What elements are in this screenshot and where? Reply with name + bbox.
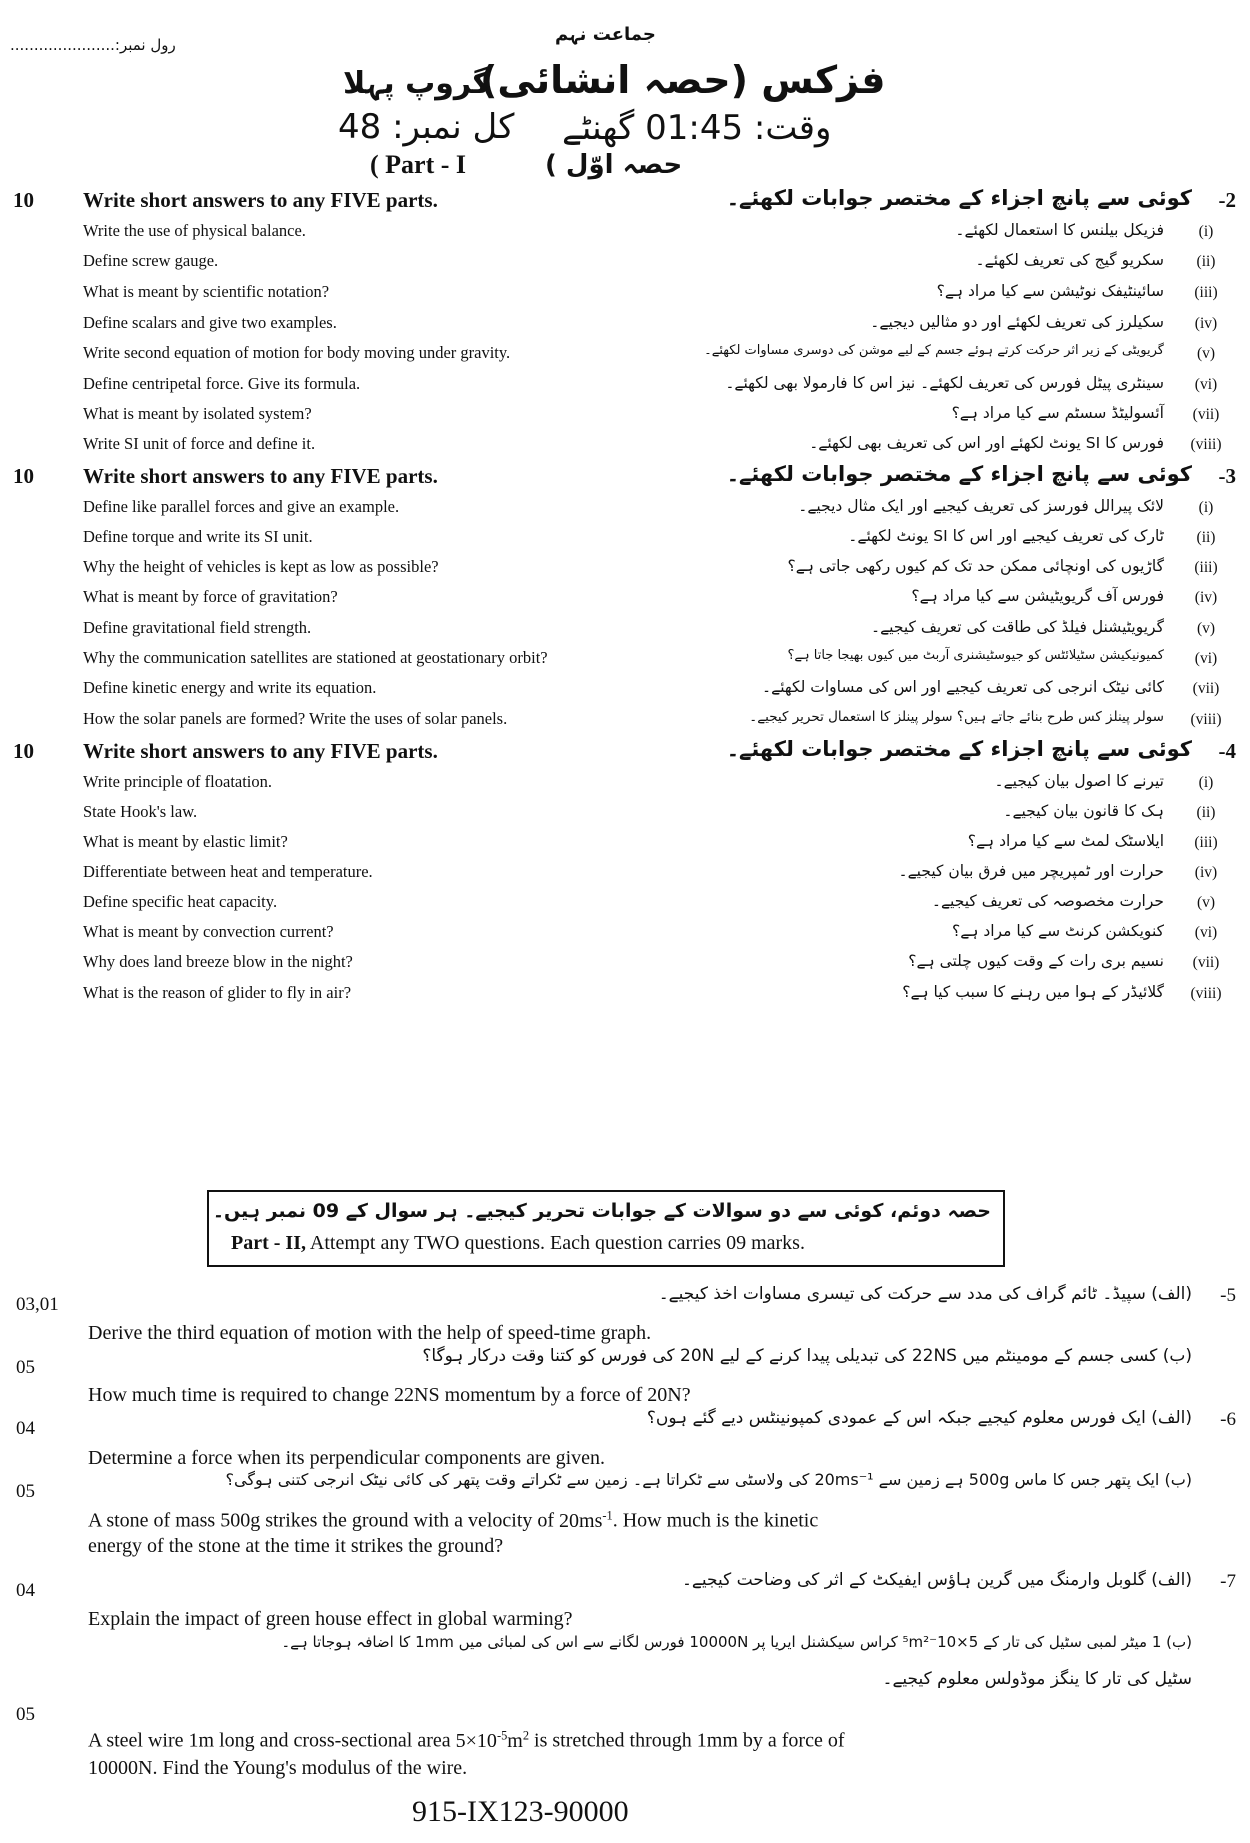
question-ur: (ب) ایک پتھر جس کا ماس 500g ہے زمین سے 20ms⁻¹ کی ولاسٹی سے ٹکراتا ہے۔ زمین سے ٹکراتے وقت پتھر کی کائی نیٹک انرجی کتنی ہوگی؟	[225, 1470, 1192, 1489]
question-en: Define specific heat capacity.	[83, 892, 278, 911]
area-unit-exponent: 2	[522, 1728, 530, 1742]
question-number: (iv)	[1194, 589, 1218, 606]
question-en: Derive the third equation of motion with the help of speed-time graph.	[88, 1322, 652, 1344]
question-text: . How much is the kinetic	[612, 1509, 819, 1532]
question-ur: فزیکل بیلنس کا استعمال لکھئے۔	[955, 221, 1164, 239]
question-number: (vi)	[1194, 650, 1218, 667]
question-ur: کنویکشن کرنٹ سے کیا مراد ہے؟	[952, 922, 1164, 940]
part-one-ur: حصہ اوّل )	[545, 150, 683, 180]
question-number: (v)	[1196, 345, 1216, 362]
part-two-label: Part - II,	[231, 1232, 306, 1254]
question-en: Define scalars and give two examples.	[83, 313, 337, 332]
part-two-heading-ur: حصہ دوئم، کوئی سے دو سوالات کے جوابات تحریر کیجیے۔ ہر سوال کے 09 نمبر ہیں۔	[212, 1200, 991, 1222]
question-marks: 03,01	[16, 1294, 59, 1315]
question-number: (vi)	[1194, 376, 1218, 393]
group-label: گروپ پہلا	[343, 66, 490, 101]
question-marks: 04	[16, 1418, 35, 1439]
velocity-value	[559, 1510, 613, 1532]
section-heading-ur: کوئی سے پانچ اجزاء کے مختصر جوابات لکھئے۔	[726, 462, 1192, 486]
question-en: Write principle of floatation.	[83, 772, 273, 791]
question-number: (iv)	[1194, 864, 1218, 881]
question-ur: ٹارک کی تعریف کیجیے اور اس کا SI یونٹ لکھئے۔	[848, 527, 1164, 545]
question-ur: لائک پیرالل فورسز کی تعریف کیجیے اور ایک مثال دیجیے۔	[798, 497, 1164, 515]
question-number: (vii)	[1192, 954, 1220, 971]
question-number: (i)	[1198, 223, 1214, 240]
section-heading-ur: کوئی سے پانچ اجزاء کے مختصر جوابات لکھئے۔	[726, 186, 1192, 210]
question-number: (i)	[1198, 499, 1214, 516]
section-heading-en: Write short answers to any FIVE parts.	[83, 464, 438, 488]
area-number: 5×10	[455, 1729, 497, 1752]
area-unit: m	[507, 1729, 523, 1752]
question-number: (iii)	[1194, 559, 1218, 576]
question-ur: آئسولیٹڈ سسٹم سے کیا مراد ہے؟	[951, 404, 1164, 422]
question-marks: 05	[16, 1481, 35, 1502]
question-ur: (الف) گلوبل وارمنگ میں گرین ہاؤس ایفیکٹ کے اثر کی وضاحت کیجیے۔	[681, 1570, 1192, 1590]
question-ur: گریویٹیشنل فیلڈ کی طاقت کی تعریف کیجیے۔	[871, 618, 1164, 636]
question-marks: 04	[16, 1580, 35, 1601]
question-en: Explain the impact of green house effect in global warming?	[88, 1608, 573, 1630]
question-en: Define centripetal force. Give its formula.	[83, 374, 361, 393]
question-marks: 05	[16, 1704, 35, 1725]
question-ur: حرارت اور ٹمپریچر میں فرق بیان کیجیے۔	[898, 862, 1164, 880]
question-text: A steel wire 1m long and cross-sectional area	[88, 1729, 451, 1752]
question-en: What is meant by elastic limit?	[83, 832, 288, 851]
question-en: Write second equation of motion for body moving under gravity.	[83, 343, 511, 362]
question-en: 10000N. Find the Young's modulus of the wire.	[88, 1757, 468, 1779]
question-en: Determine a force when its perpendicular components are given.	[88, 1447, 606, 1469]
section-marks: 10	[13, 464, 34, 488]
question-number: (vii)	[1192, 406, 1220, 423]
part-two-instruction: Attempt any TWO questions. Each question carries 09 marks.	[309, 1232, 805, 1254]
question-en: What is the reason of glider to fly in air?	[83, 983, 352, 1002]
question-ur: سکیلرز کی تعریف لکھئے اور دو مثالیں دیجیے۔	[870, 313, 1164, 331]
area-value	[456, 1730, 529, 1752]
question-ur: حرارت مخصوصہ کی تعریف کیجیے۔	[931, 892, 1164, 910]
question-number: (iii)	[1194, 834, 1218, 851]
question-en: What is meant by isolated system?	[83, 404, 312, 423]
question-en: Write the use of physical balance.	[83, 221, 306, 240]
question-en: Define like parallel forces and give an example.	[83, 497, 400, 516]
question-ur: (الف) سپیڈ۔ ٹائم گراف کی مدد سے حرکت کی تیسری مساوات اخذ کیجیے۔	[658, 1284, 1192, 1304]
question-number: (viii)	[1190, 436, 1222, 453]
question-ur: سینٹری پیٹل فورس کی تعریف لکھئے۔ نیز اس کا فارمولا بھی لکھئے۔	[725, 374, 1164, 392]
question-ur: نسیم بری رات کے وقت کیوں چلتی ہے؟	[908, 952, 1164, 970]
velocity-number: 20ms	[559, 1509, 603, 1532]
question-ur: سائینٹیفک نوٹیشن سے کیا مراد ہے؟	[936, 282, 1164, 300]
question-en: energy of the stone at the time it strikes the ground?	[88, 1535, 504, 1557]
question-en: Why the height of vehicles is kept as low as possible?	[83, 557, 439, 576]
question-en: What is meant by scientific notation?	[83, 282, 330, 301]
question-ur: گلائیڈر کے ہوا میں رہنے کا سبب کیا ہے؟	[902, 983, 1164, 1001]
question-number: (vii)	[1192, 680, 1220, 697]
question-number: -5	[1220, 1285, 1236, 1306]
question-ur: ایلاسٹک لمٹ سے کیا مراد ہے؟	[967, 832, 1164, 850]
question-en: What is meant by convection current?	[83, 922, 334, 941]
question-number: (viii)	[1190, 985, 1222, 1002]
question-ur: (ب) 1 میٹر لمبی سٹیل کی تار کے 5×10⁻⁵m² کراس سیکشنل ایریا پر 10000N فورس لگانے سے اس کی لمبائی میں 1mm کا اضافہ ہوجاتا ہے۔	[281, 1633, 1192, 1651]
area-exponent: -5	[496, 1728, 508, 1742]
question-en: How the solar panels are formed? Write the uses of solar panels.	[83, 709, 508, 728]
part-one-en: ( Part - I	[370, 150, 467, 179]
paper-code: 915-IX123-90000	[412, 1795, 629, 1828]
question-en: Define torque and write its SI unit.	[83, 527, 313, 546]
question-number: -7	[1220, 1571, 1236, 1592]
question-number: (vi)	[1194, 924, 1218, 941]
part-two-box	[207, 1190, 1005, 1267]
question-number: (i)	[1198, 774, 1214, 791]
question-number: -6	[1220, 1409, 1236, 1430]
section-heading-ur: کوئی سے پانچ اجزاء کے مختصر جوابات لکھئے۔	[726, 737, 1192, 761]
question-ur: (الف) ایک فورس معلوم کیجیے جبکہ اس کے عمودی کمپونینٹس دیے گئے ہوں؟	[646, 1408, 1192, 1428]
question-number: (v)	[1196, 894, 1216, 911]
time-label: وقت: 01:45 گھنٹے	[562, 108, 832, 148]
velocity-exponent: -1	[602, 1508, 613, 1522]
question-number: (ii)	[1196, 804, 1216, 821]
question-en: Define screw gauge.	[83, 251, 219, 270]
question-en: Define gravitational field strength.	[83, 618, 312, 637]
question-ur: سکریو گیج کی تعریف لکھئے۔	[975, 251, 1164, 269]
question-number: (ii)	[1196, 253, 1216, 270]
section-number: -2	[1218, 188, 1236, 212]
section-marks: 10	[13, 739, 34, 763]
question-text: A stone of mass 500g strikes the ground with a velocity of	[88, 1509, 555, 1532]
question-ur: گاڑیوں کی اونچائی ممکن حد تک کم کیوں رکھی جاتی ہے؟	[787, 557, 1164, 575]
question-en	[88, 1508, 818, 1533]
question-number: (ii)	[1196, 529, 1216, 546]
question-en: Why the communication satellites are stationed at geostationary orbit?	[83, 648, 548, 667]
question-en: What is meant by force of gravitation?	[83, 587, 338, 606]
class-label: جماعت نہم	[555, 24, 656, 45]
question-marks: 05	[16, 1357, 35, 1378]
question-en: How much time is required to change 22NS momentum by a force of 20N?	[88, 1384, 691, 1406]
question-ur: کمیونیکیشن سٹیلائٹس کو جیوسٹیشنری آربٹ میں کیوں بھیجا جاتا ہے؟	[787, 648, 1164, 663]
question-ur: فورس کا SI یونٹ لکھئے اور اس کی تعریف بھی لکھئے۔	[809, 434, 1164, 452]
total-marks-label: کل نمبر: 48	[338, 107, 515, 147]
question-number: (v)	[1196, 620, 1216, 637]
question-ur: سٹیل کی تار کا ینگز موڈولس معلوم کیجیے۔	[882, 1669, 1192, 1689]
part-two-heading-en	[231, 1232, 805, 1255]
question-ur: تیرنے کا اصول بیان کیجیے۔	[994, 772, 1164, 790]
roll-number-field: رول نمبر:......................	[10, 36, 176, 54]
question-en: Differentiate between heat and temperature.	[83, 862, 373, 881]
question-en: Why does land breeze blow in the night?	[83, 952, 353, 971]
section-marks: 10	[13, 188, 34, 212]
question-ur: کائی نیٹک انرجی کی تعریف کیجیے اور اس کی مساوات لکھئے۔	[762, 678, 1164, 696]
question-number: (iv)	[1194, 315, 1218, 332]
question-ur: گریویٹی کے زیر اثر حرکت کرتے ہوئے جسم کے لیے موشن کی دوسری مساوات لکھئے۔	[704, 343, 1164, 358]
question-number: (viii)	[1190, 711, 1222, 728]
section-number: -3	[1218, 464, 1236, 488]
section-heading-en: Write short answers to any FIVE parts.	[83, 188, 438, 212]
question-en: Write SI unit of force and define it.	[83, 434, 316, 453]
question-ur: (ب) کسی جسم کے مومینٹم میں 22NS کی تبدیلی پیدا کرنے کے لیے 20N کی فورس کو کتنا وقت درکار ہوگا؟	[422, 1346, 1192, 1366]
question-ur: فورس آف گریویٹیشن سے کیا مراد ہے؟	[911, 587, 1164, 605]
question-text: is stretched through 1mm by a force of	[534, 1729, 845, 1752]
question-ur: سولر پینلز کس طرح بنائے جاتے ہیں؟ سولر پینلز کا استعمال تحریر کیجیے۔	[749, 709, 1164, 725]
question-ur: ہک کا قانون بیان کیجیے۔	[1003, 802, 1164, 820]
subject-title: فزکس (حصہ انشائی)	[480, 58, 886, 102]
question-en: Define kinetic energy and write its equation.	[83, 678, 377, 697]
question-en: State Hook's law.	[83, 802, 198, 821]
section-heading-en: Write short answers to any FIVE parts.	[83, 739, 438, 763]
question-number: (iii)	[1194, 284, 1218, 301]
question-en	[88, 1728, 845, 1753]
section-number: -4	[1218, 739, 1236, 763]
